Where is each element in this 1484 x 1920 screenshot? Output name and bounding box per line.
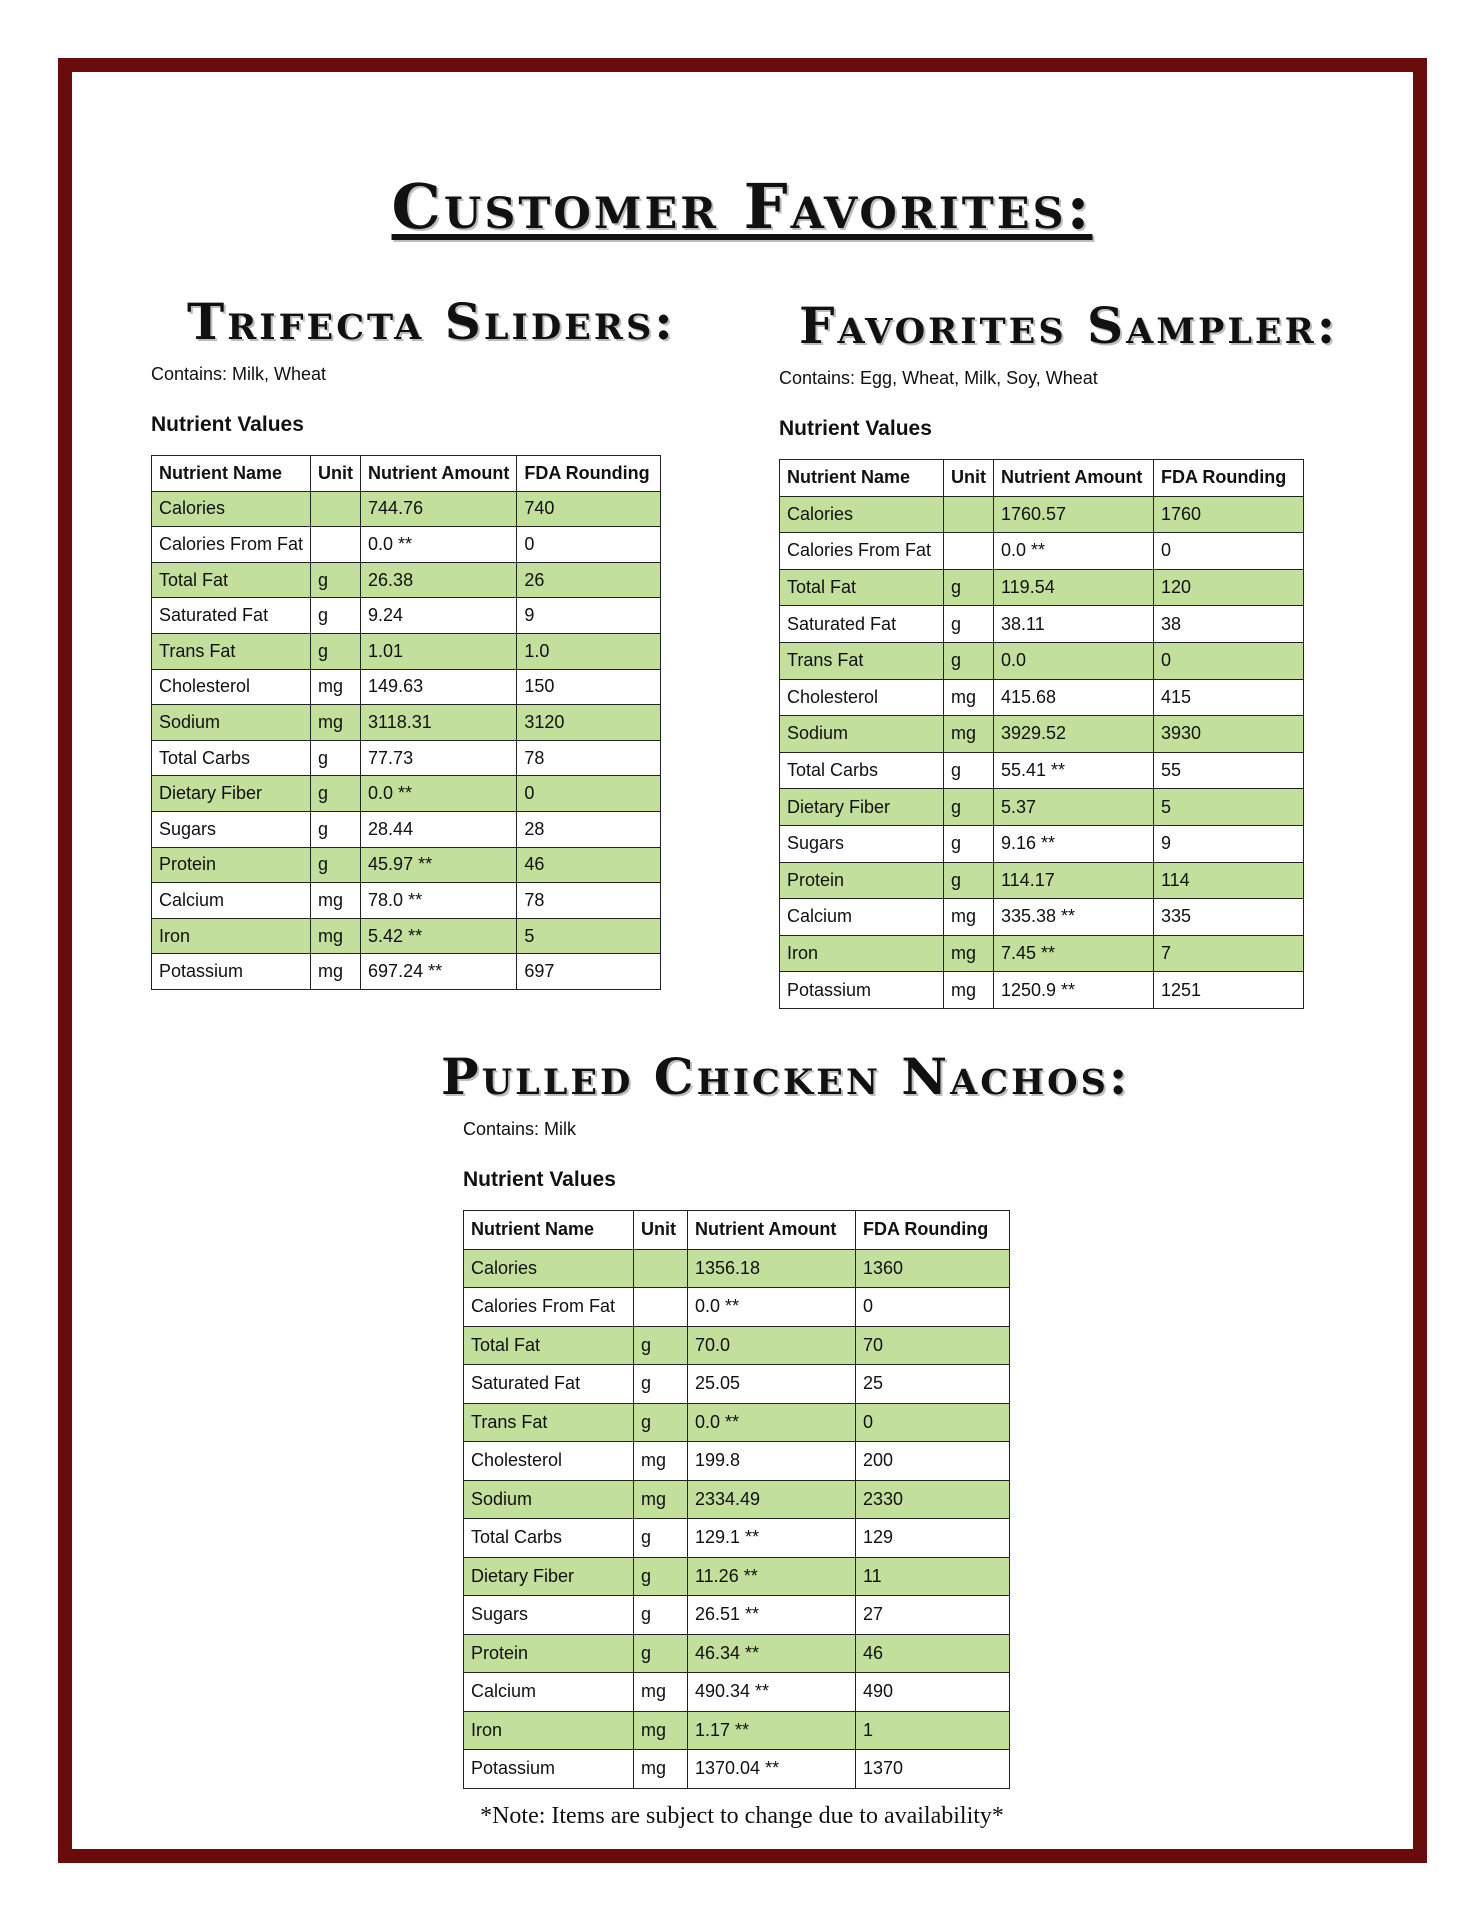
nutrient-amount-cell: 7.45 ** xyxy=(994,935,1154,972)
table-row xyxy=(780,825,1304,862)
nutrient-amount-cell: 2334.49 xyxy=(688,1480,856,1519)
nutrient-name-cell: Cholesterol xyxy=(780,679,944,716)
unit-cell: g xyxy=(311,562,361,598)
table-header-row xyxy=(780,460,1304,497)
fda-rounding-cell: 9 xyxy=(1154,825,1304,862)
nutrient-amount-cell: 45.97 ** xyxy=(361,847,517,883)
table-row xyxy=(780,569,1304,606)
nutrient-name-cell: Sugars xyxy=(152,811,311,847)
unit-cell: mg xyxy=(634,1673,688,1712)
nutrient-name-cell: Saturated Fat xyxy=(464,1365,634,1404)
unit-cell: mg xyxy=(944,972,994,1009)
table-row xyxy=(152,527,661,563)
fda-rounding-cell: 1.0 xyxy=(517,633,661,669)
unit-cell: mg xyxy=(944,935,994,972)
nutrient-amount-cell: 335.38 ** xyxy=(994,899,1154,936)
table-row xyxy=(780,972,1304,1009)
nutrient-amount-cell: 490.34 ** xyxy=(688,1673,856,1712)
fda-rounding-cell: 1251 xyxy=(1154,972,1304,1009)
allergen-contains: Contains: Milk, Wheat xyxy=(151,364,327,384)
unit-cell xyxy=(311,527,361,563)
nutrient-amount-cell: 26.38 xyxy=(361,562,517,598)
unit-cell: g xyxy=(634,1596,688,1635)
nutrient-name-cell: Total Fat xyxy=(464,1326,634,1365)
table-row xyxy=(780,789,1304,826)
unit-cell xyxy=(944,496,994,533)
nutrient-name-cell: Iron xyxy=(152,918,311,954)
unit-cell: mg xyxy=(311,705,361,741)
nutrient-name-cell: Sugars xyxy=(464,1596,634,1635)
section-title: Pulled Chicken Nachos: xyxy=(441,1047,1131,1106)
unit-cell: mg xyxy=(634,1750,688,1789)
table-row xyxy=(464,1750,1010,1789)
unit-cell xyxy=(311,491,361,527)
fda-rounding-cell: 38 xyxy=(1154,606,1304,643)
nutrient-amount-cell: 25.05 xyxy=(688,1365,856,1404)
unit-cell: g xyxy=(944,642,994,679)
table-row xyxy=(464,1365,1010,1404)
nutrient-name-cell: Iron xyxy=(780,935,944,972)
header-nutrient-name: Nutrient Name xyxy=(152,456,311,492)
table-row xyxy=(464,1249,1010,1288)
nutrient-amount-cell: 3929.52 xyxy=(994,716,1154,753)
unit-cell: g xyxy=(634,1365,688,1404)
unit-cell: mg xyxy=(944,679,994,716)
unit-cell: g xyxy=(944,825,994,862)
nutrient-name-cell: Calcium xyxy=(464,1673,634,1712)
table-row xyxy=(464,1519,1010,1558)
table-row xyxy=(780,679,1304,716)
fda-rounding-cell: 46 xyxy=(856,1634,1010,1673)
table-row xyxy=(152,705,661,741)
fda-rounding-cell: 335 xyxy=(1154,899,1304,936)
nutrient-name-cell: Potassium xyxy=(780,972,944,1009)
nutrient-name-cell: Sodium xyxy=(464,1480,634,1519)
nutrient-amount-cell: 77.73 xyxy=(361,740,517,776)
unit-cell: g xyxy=(634,1557,688,1596)
nutrient-name-cell: Protein xyxy=(780,862,944,899)
nutrient-name-cell: Dietary Fiber xyxy=(464,1557,634,1596)
section-pulled-chicken-nachos xyxy=(441,1047,1131,1789)
nutrient-name-cell: Protein xyxy=(464,1634,634,1673)
fda-rounding-cell: 5 xyxy=(1154,789,1304,826)
header-nutrient-name: Nutrient Name xyxy=(780,460,944,497)
unit-cell: mg xyxy=(311,954,361,990)
unit-cell: mg xyxy=(311,669,361,705)
allergen-contains: Contains: Egg, Wheat, Milk, Soy, Wheat xyxy=(779,368,1098,388)
table-row xyxy=(780,899,1304,936)
fda-rounding-cell: 0 xyxy=(517,776,661,812)
unit-cell xyxy=(634,1249,688,1288)
unit-cell: mg xyxy=(311,918,361,954)
nutrient-amount-cell: 0.0 ** xyxy=(361,527,517,563)
unit-cell: g xyxy=(634,1403,688,1442)
unit-cell: g xyxy=(311,776,361,812)
header-unit: Unit xyxy=(944,460,994,497)
table-row xyxy=(464,1634,1010,1673)
nutrient-amount-cell: 1.01 xyxy=(361,633,517,669)
fda-rounding-cell: 1370 xyxy=(856,1750,1010,1789)
nutrient-amount-cell: 1250.9 ** xyxy=(994,972,1154,1009)
fda-rounding-cell: 150 xyxy=(517,669,661,705)
table-header-row xyxy=(152,456,661,492)
allergen-contains: Contains: Milk xyxy=(463,1119,577,1139)
fda-rounding-cell: 0 xyxy=(517,527,661,563)
nutrient-name-cell: Total Fat xyxy=(152,562,311,598)
nutrient-name-cell: Saturated Fat xyxy=(780,606,944,643)
header-nutrient-name: Nutrient Name xyxy=(464,1211,634,1250)
nutrient-amount-cell: 697.24 ** xyxy=(361,954,517,990)
header-nutrient-amount: Nutrient Amount xyxy=(361,456,517,492)
fda-rounding-cell: 415 xyxy=(1154,679,1304,716)
availability-note: *Note: Items are subject to change due to availability* xyxy=(480,1803,1004,1829)
table-row xyxy=(464,1711,1010,1750)
table-row xyxy=(780,752,1304,789)
nutrient-amount-cell: 0.0 ** xyxy=(361,776,517,812)
fda-rounding-cell: 0 xyxy=(1154,642,1304,679)
fda-rounding-cell: 26 xyxy=(517,562,661,598)
nutrient-name-cell: Total Carbs xyxy=(780,752,944,789)
table-row xyxy=(152,633,661,669)
table-row xyxy=(780,606,1304,643)
nutrient-amount-cell: 28.44 xyxy=(361,811,517,847)
nutrient-amount-cell: 9.16 ** xyxy=(994,825,1154,862)
nutrient-name-cell: Calcium xyxy=(780,899,944,936)
nutrient-amount-cell: 1.17 ** xyxy=(688,1711,856,1750)
fda-rounding-cell: 46 xyxy=(517,847,661,883)
page-title-wrap xyxy=(0,170,1484,243)
unit-cell: g xyxy=(944,606,994,643)
nutrient-name-cell: Trans Fat xyxy=(780,642,944,679)
fda-rounding-cell: 11 xyxy=(856,1557,1010,1596)
fda-rounding-cell: 697 xyxy=(517,954,661,990)
nutrient-name-cell: Calories From Fat xyxy=(780,533,944,570)
table-row xyxy=(152,847,661,883)
fda-rounding-cell: 3120 xyxy=(517,705,661,741)
nutrient-amount-cell: 0.0 ** xyxy=(994,533,1154,570)
table-row xyxy=(780,496,1304,533)
nutrient-amount-cell: 5.37 xyxy=(994,789,1154,826)
nutrient-name-cell: Calories From Fat xyxy=(464,1288,634,1327)
table-row xyxy=(152,776,661,812)
nutrient-name-cell: Saturated Fat xyxy=(152,598,311,634)
nutrient-table xyxy=(779,459,1304,1009)
nutrient-name-cell: Calories xyxy=(780,496,944,533)
nutrient-name-cell: Total Carbs xyxy=(464,1519,634,1558)
nutrient-amount-cell: 38.11 xyxy=(994,606,1154,643)
nutrient-amount-cell: 744.76 xyxy=(361,491,517,527)
fda-rounding-cell: 55 xyxy=(1154,752,1304,789)
nutrient-amount-cell: 0.0 ** xyxy=(688,1403,856,1442)
fda-rounding-cell: 78 xyxy=(517,883,661,919)
nutrient-values-heading: Nutrient Values xyxy=(463,1168,616,1191)
nutrient-amount-cell: 1370.04 ** xyxy=(688,1750,856,1789)
table-row xyxy=(152,811,661,847)
table-row xyxy=(464,1673,1010,1712)
table-row xyxy=(464,1557,1010,1596)
unit-cell: g xyxy=(311,847,361,883)
nutrient-amount-cell: 1760.57 xyxy=(994,496,1154,533)
header-nutrient-amount: Nutrient Amount xyxy=(994,460,1154,497)
unit-cell: g xyxy=(634,1326,688,1365)
header-unit: Unit xyxy=(634,1211,688,1250)
header-fda-rounding: FDA Rounding xyxy=(1154,460,1304,497)
section-title: Trifecta Sliders: xyxy=(187,292,676,351)
unit-cell: g xyxy=(311,598,361,634)
fda-rounding-cell: 740 xyxy=(517,491,661,527)
nutrient-name-cell: Trans Fat xyxy=(464,1403,634,1442)
fda-rounding-cell: 7 xyxy=(1154,935,1304,972)
table-row xyxy=(464,1596,1010,1635)
nutrient-name-cell: Protein xyxy=(152,847,311,883)
table-row xyxy=(464,1403,1010,1442)
nutrient-values-heading: Nutrient Values xyxy=(779,417,932,440)
fda-rounding-cell: 129 xyxy=(856,1519,1010,1558)
nutrient-amount-cell: 129.1 ** xyxy=(688,1519,856,1558)
header-nutrient-amount: Nutrient Amount xyxy=(688,1211,856,1250)
nutrient-name-cell: Cholesterol xyxy=(464,1442,634,1481)
fda-rounding-cell: 3930 xyxy=(1154,716,1304,753)
table-row xyxy=(152,918,661,954)
nutrient-amount-cell: 46.34 ** xyxy=(688,1634,856,1673)
unit-cell xyxy=(944,533,994,570)
nutrient-name-cell: Dietary Fiber xyxy=(780,789,944,826)
nutrient-name-cell: Sugars xyxy=(780,825,944,862)
unit-cell: mg xyxy=(634,1711,688,1750)
nutrient-name-cell: Total Carbs xyxy=(152,740,311,776)
fda-rounding-cell: 1760 xyxy=(1154,496,1304,533)
table-row xyxy=(464,1442,1010,1481)
nutrient-name-cell: Sodium xyxy=(152,705,311,741)
fda-rounding-cell: 70 xyxy=(856,1326,1010,1365)
table-row xyxy=(464,1288,1010,1327)
unit-cell: g xyxy=(944,752,994,789)
unit-cell: g xyxy=(311,811,361,847)
table-row xyxy=(152,562,661,598)
nutrient-amount-cell: 114.17 xyxy=(994,862,1154,899)
nutrient-amount-cell: 199.8 xyxy=(688,1442,856,1481)
unit-cell: g xyxy=(311,740,361,776)
fda-rounding-cell: 9 xyxy=(517,598,661,634)
table-row xyxy=(152,669,661,705)
fda-rounding-cell: 1360 xyxy=(856,1249,1010,1288)
table-row xyxy=(152,883,661,919)
nutrient-name-cell: Calcium xyxy=(152,883,311,919)
fda-rounding-cell: 27 xyxy=(856,1596,1010,1635)
nutrient-name-cell: Calories xyxy=(464,1249,634,1288)
table-row xyxy=(780,642,1304,679)
nutrient-amount-cell: 26.51 ** xyxy=(688,1596,856,1635)
table-row xyxy=(152,598,661,634)
unit-cell: g xyxy=(634,1519,688,1558)
fda-rounding-cell: 200 xyxy=(856,1442,1010,1481)
nutrient-values-heading: Nutrient Values xyxy=(151,413,304,436)
nutrient-name-cell: Total Fat xyxy=(780,569,944,606)
nutrient-name-cell: Dietary Fiber xyxy=(152,776,311,812)
fda-rounding-cell: 490 xyxy=(856,1673,1010,1712)
nutrient-amount-cell: 3118.31 xyxy=(361,705,517,741)
nutrient-name-cell: Potassium xyxy=(152,954,311,990)
page-title: Customer Favorites: xyxy=(391,170,1093,243)
unit-cell xyxy=(634,1288,688,1327)
fda-rounding-cell: 0 xyxy=(856,1288,1010,1327)
nutrient-amount-cell: 0.0 xyxy=(994,642,1154,679)
table-row xyxy=(152,740,661,776)
header-fda-rounding: FDA Rounding xyxy=(517,456,661,492)
nutrient-amount-cell: 55.41 ** xyxy=(994,752,1154,789)
table-header-row xyxy=(464,1211,1010,1250)
nutrient-amount-cell: 0.0 ** xyxy=(688,1288,856,1327)
nutrient-name-cell: Cholesterol xyxy=(152,669,311,705)
nutrient-table xyxy=(463,1210,1010,1789)
table-row xyxy=(780,716,1304,753)
fda-rounding-cell: 114 xyxy=(1154,862,1304,899)
fda-rounding-cell: 1 xyxy=(856,1711,1010,1750)
nutrient-amount-cell: 119.54 xyxy=(994,569,1154,606)
table-row xyxy=(780,935,1304,972)
section-trifecta-sliders xyxy=(151,292,676,990)
nutrient-amount-cell: 11.26 ** xyxy=(688,1557,856,1596)
table-row xyxy=(152,491,661,527)
nutrient-amount-cell: 70.0 xyxy=(688,1326,856,1365)
nutrient-amount-cell: 415.68 xyxy=(994,679,1154,716)
nutrient-amount-cell: 5.42 ** xyxy=(361,918,517,954)
fda-rounding-cell: 25 xyxy=(856,1365,1010,1404)
unit-cell: mg xyxy=(944,716,994,753)
nutrient-name-cell: Potassium xyxy=(464,1750,634,1789)
unit-cell: mg xyxy=(634,1480,688,1519)
nutrient-name-cell: Trans Fat xyxy=(152,633,311,669)
fda-rounding-cell: 0 xyxy=(856,1403,1010,1442)
fda-rounding-cell: 5 xyxy=(517,918,661,954)
unit-cell: mg xyxy=(311,883,361,919)
nutrient-amount-cell: 78.0 ** xyxy=(361,883,517,919)
fda-rounding-cell: 78 xyxy=(517,740,661,776)
nutrient-name-cell: Calories xyxy=(152,491,311,527)
unit-cell: mg xyxy=(944,899,994,936)
fda-rounding-cell: 2330 xyxy=(856,1480,1010,1519)
nutrient-amount-cell: 1356.18 xyxy=(688,1249,856,1288)
fda-rounding-cell: 28 xyxy=(517,811,661,847)
nutrient-name-cell: Calories From Fat xyxy=(152,527,311,563)
unit-cell: g xyxy=(944,569,994,606)
header-unit: Unit xyxy=(311,456,361,492)
unit-cell: mg xyxy=(634,1442,688,1481)
table-row xyxy=(780,533,1304,570)
section-favorites-sampler xyxy=(779,296,1338,1009)
unit-cell: g xyxy=(634,1634,688,1673)
unit-cell: g xyxy=(944,789,994,826)
unit-cell: g xyxy=(944,862,994,899)
header-fda-rounding: FDA Rounding xyxy=(856,1211,1010,1250)
table-row xyxy=(464,1326,1010,1365)
table-row xyxy=(780,862,1304,899)
unit-cell: g xyxy=(311,633,361,669)
section-title: Favorites Sampler: xyxy=(799,296,1339,355)
nutrient-name-cell: Sodium xyxy=(780,716,944,753)
nutrient-amount-cell: 9.24 xyxy=(361,598,517,634)
table-row xyxy=(152,954,661,990)
fda-rounding-cell: 120 xyxy=(1154,569,1304,606)
nutrient-amount-cell: 149.63 xyxy=(361,669,517,705)
table-row xyxy=(464,1480,1010,1519)
fda-rounding-cell: 0 xyxy=(1154,533,1304,570)
nutrient-name-cell: Iron xyxy=(464,1711,634,1750)
nutrient-table xyxy=(151,455,661,990)
